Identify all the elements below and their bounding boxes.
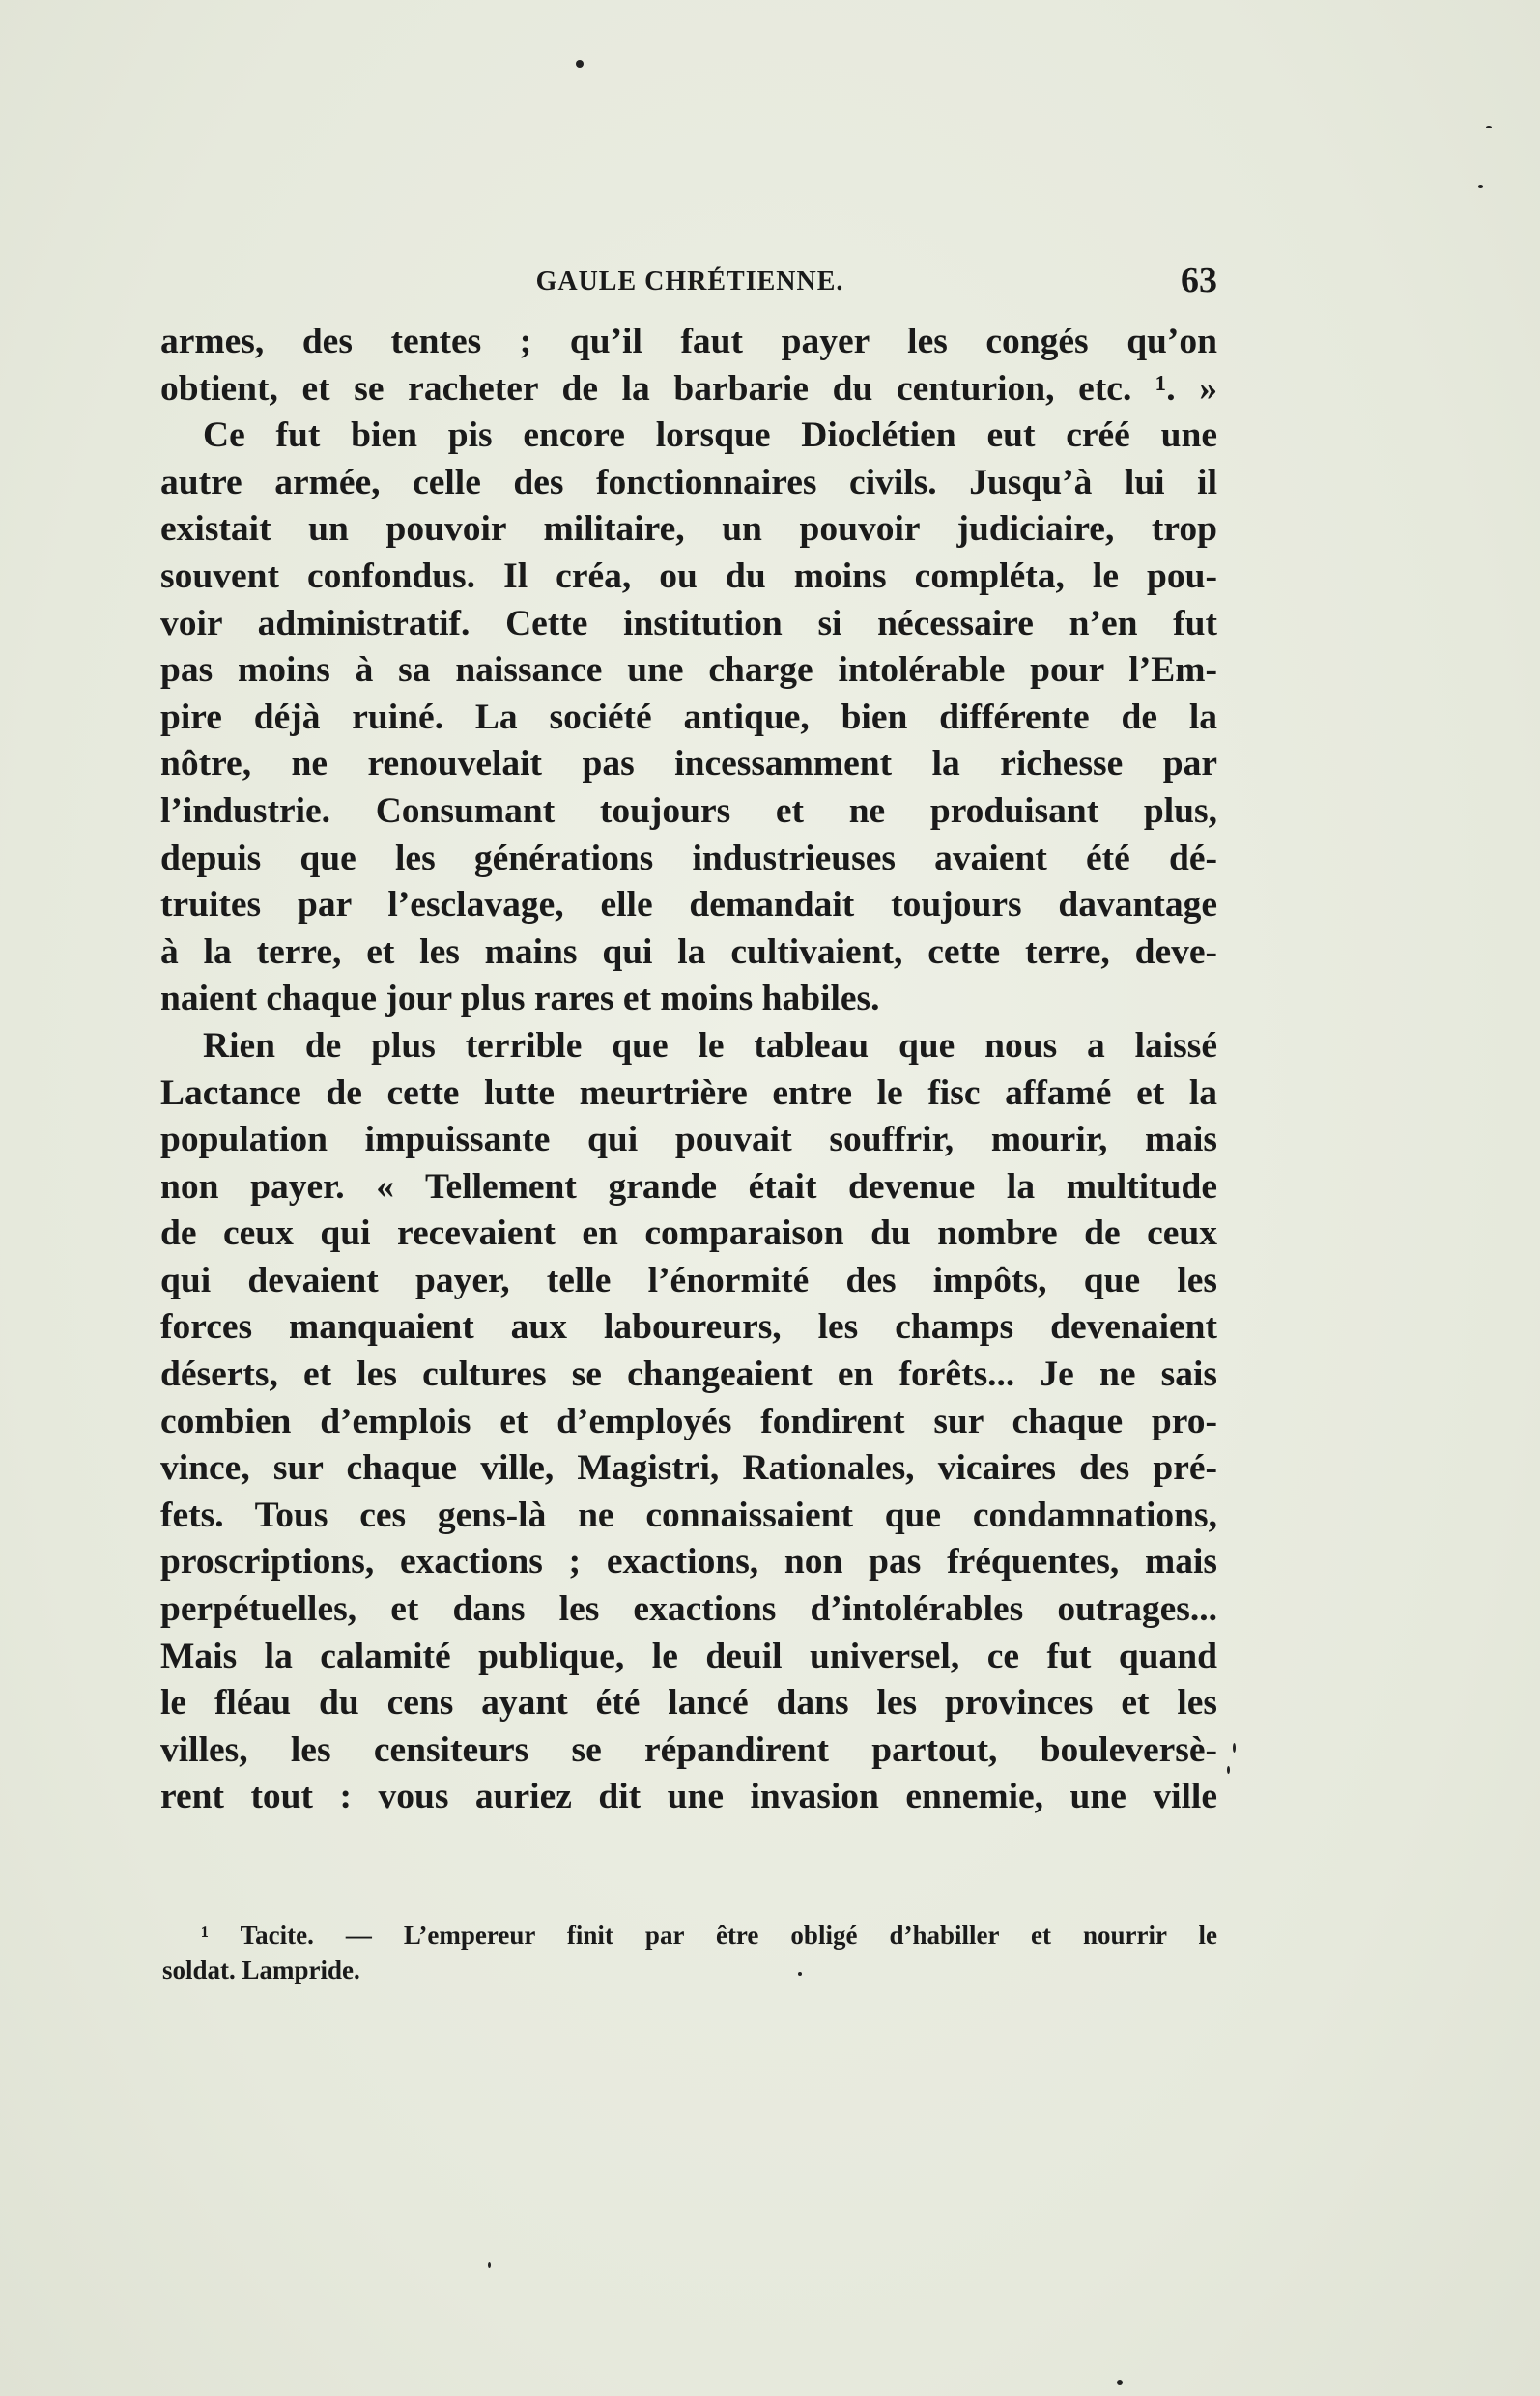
paper-speck bbox=[1486, 126, 1492, 128]
text-line: à la terre, et les mains qui la cultivaient, cette terre, deve- bbox=[160, 931, 1217, 972]
footnote-line: soldat. Lampride. bbox=[162, 1955, 360, 1984]
text-line: l’industrie. Consumant toujours et ne produisant plus, bbox=[160, 790, 1217, 831]
text-line: Lactance de cette lutte meurtrière entre le fisc affamé et la bbox=[160, 1072, 1217, 1113]
text-line: Mais la calamité publique, le deuil universel, ce fut quand bbox=[160, 1636, 1217, 1676]
text-line: autre armée, celle des fonctionnaires civils. Jusqu’à lui il bbox=[160, 462, 1217, 502]
footnote bbox=[162, 1918, 1217, 1987]
paper-speck bbox=[1117, 2380, 1123, 2385]
text-line: forces manquaient aux laboureurs, les champs devenaient bbox=[160, 1307, 1217, 1348]
page-number: 63 bbox=[1181, 260, 1217, 300]
text-line: Rien de plus terrible que le tableau que nous a laissé bbox=[203, 1025, 1217, 1066]
text-line: existait un pouvoir militaire, un pouvoir judiciaire, trop bbox=[160, 509, 1217, 550]
running-title: GAULE CHRÉTIENNE. bbox=[535, 267, 844, 297]
text-line: voir administratif. Cette institution si nécessaire n’en fut bbox=[160, 603, 1217, 643]
paper-speck bbox=[1478, 185, 1483, 188]
text-line: perpétuelles, et dans les exactions d’intolérables outrages... bbox=[160, 1589, 1217, 1630]
paper-speck bbox=[576, 60, 584, 68]
text-line: le fléau du cens ayant été lancé dans les provinces et les bbox=[160, 1683, 1217, 1724]
text-line: obtient, et se racheter de la barbarie du centurion, etc. ¹. » bbox=[160, 368, 1217, 409]
paper-speck bbox=[488, 2262, 491, 2268]
footnote-line: ¹ Tacite. — L’empereur finit par être obligé d’habiller et nourrir le bbox=[201, 1921, 1217, 1950]
body-text bbox=[160, 319, 1217, 1821]
text-line: naient chaque jour plus rares et moins habiles. bbox=[160, 979, 880, 1019]
text-line: armes, des tentes ; qu’il faut payer les congés qu’on bbox=[160, 322, 1217, 361]
text-line: truites par l’esclavage, elle demandait toujours davantage bbox=[160, 885, 1217, 926]
text-line: proscriptions, exactions ; exactions, non pas fréquentes, mais bbox=[160, 1542, 1217, 1583]
text-line: combien d’emplois et d’employés fondirent sur chaque pro- bbox=[160, 1401, 1217, 1441]
text-line: de ceux qui recevaient en comparaison du nombre de ceux bbox=[160, 1213, 1217, 1254]
paper-speck bbox=[1233, 1743, 1236, 1753]
text-line: pire déjà ruiné. La société antique, bien différente de la bbox=[160, 697, 1217, 737]
running-head bbox=[162, 259, 1217, 307]
text-line: non payer. « Tellement grande était devenue la multitude bbox=[160, 1166, 1217, 1207]
text-line: déserts, et les cultures se changeaient en forêts... Je ne sais bbox=[160, 1355, 1217, 1395]
text-line: population impuissante qui pouvait souffrir, mourir, mais bbox=[160, 1120, 1217, 1160]
text-line: vince, sur chaque ville, Magistri, Rationales, vicaires des pré- bbox=[160, 1448, 1217, 1489]
text-line: rent tout : vous auriez dit une invasion ennemie, une ville bbox=[160, 1777, 1217, 1817]
text-line: qui devaient payer, telle l’énormité des impôts, que les bbox=[160, 1260, 1217, 1300]
paper-speck bbox=[1227, 1766, 1230, 1774]
text-line: fets. Tous ces gens-là ne connaissaient que condamnations, bbox=[160, 1495, 1217, 1535]
text-line: Ce fut bien pis encore lorsque Dioclétien eut créé une bbox=[203, 415, 1217, 456]
text-line: villes, les censiteurs se répandirent partout, bouleversè- bbox=[160, 1729, 1217, 1770]
text-line: depuis que les générations industrieuses avaient été dé- bbox=[160, 838, 1217, 878]
text-line: pas moins à sa naissance une charge intolérable pour l’Em- bbox=[160, 650, 1217, 691]
text-line: nôtre, ne renouvelait pas incessamment la richesse par bbox=[160, 744, 1217, 784]
text-line: souvent confondus. Il créa, ou du moins compléta, le pou- bbox=[160, 556, 1217, 596]
paper-speck bbox=[798, 1972, 802, 1976]
